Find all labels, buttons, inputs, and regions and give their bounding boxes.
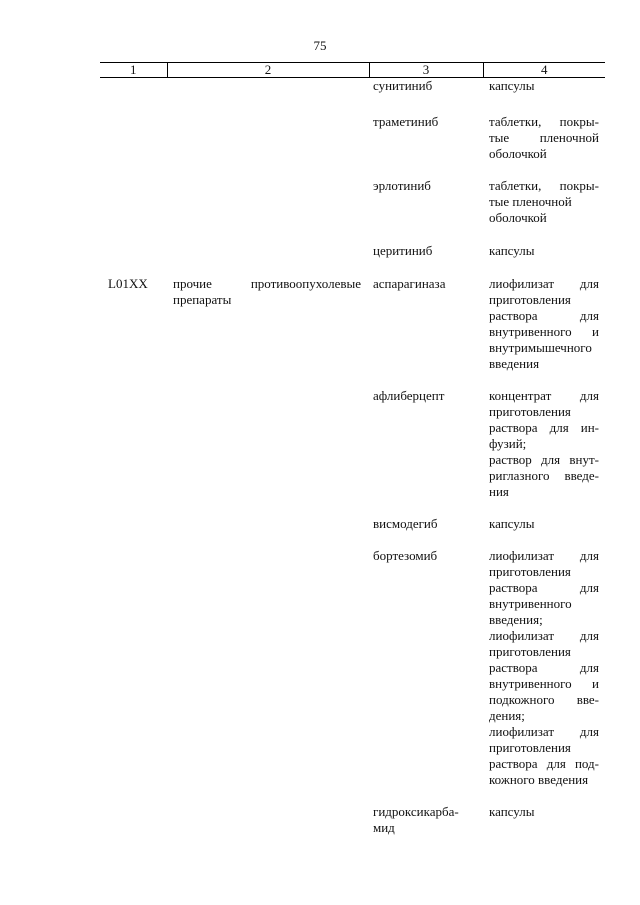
drug-name-cell [369,516,483,532]
dosage-form-line: тые пленочной [489,194,572,209]
drug-name-cell [369,276,483,372]
dosage-form-cell [483,388,605,500]
atc-group-cell [167,388,369,500]
column-header-2: 2 [167,63,369,78]
dosage-form-line: приготовления [489,292,571,307]
atc-group-cell [167,78,369,95]
atc-code-cell [100,78,167,95]
drug-name-line: эрлотиниб [373,178,431,193]
dosage-form-line: внутримышечного [489,340,592,355]
dosage-form-line: приготовления [489,740,571,755]
drug-name-cell [369,178,483,226]
dosage-form-line: ния [489,484,509,499]
dosage-form-line: внутривенного [489,596,572,611]
atc-group-cell [167,178,369,226]
dosage-form-line: раствора для [489,580,599,595]
dosage-form-line: раствора для [489,308,599,323]
dosage-form-line: введения [489,356,540,371]
dosage-form-line: подкожного вве- [489,692,599,707]
atc-group-cell: прочие противоопухолевые препараты [173,276,361,307]
drug-name-cell [369,78,483,95]
dosage-form-line: лиофилизат для [489,276,599,291]
dosage-form-line: введения; [489,612,543,627]
dosage-form-line: капсулы [489,78,535,93]
dosage-form-line: раствор для внут- [489,452,599,467]
atc-group-cell [167,804,369,836]
dosage-form-cell [483,78,605,95]
dosage-form-cell [483,516,605,532]
atc-group-cell [167,243,369,259]
table-row [100,114,605,162]
drug-name-line: аспарагиназа [373,276,446,291]
atc-code-cell [100,243,167,259]
drug-name-line: афлиберцепт [373,388,445,403]
row-spacer [100,372,605,388]
row-spacer [100,162,605,178]
dosage-form-line: таблетки, покры- [489,178,599,193]
drug-name-cell [369,804,483,836]
table-row [100,804,605,836]
dosage-form-line: лиофилизат для [489,724,599,739]
table-header-row [100,63,605,78]
dosage-form-cell [483,178,605,226]
dosage-form-line: капсулы [489,804,535,819]
table-row [100,548,605,788]
column-header-3: 3 [369,63,483,78]
drug-name-line: бортезомиб [373,548,438,563]
row-spacer [100,94,605,114]
table-row [100,243,605,259]
dosage-form-line: оболочкой [489,210,547,225]
dosage-form-cell [483,243,605,259]
drug-name-line: сунитиниб [373,78,433,93]
drug-name-line: мид [373,820,395,835]
dosage-form-line: внутривенного и [489,324,599,339]
dosage-form-cell [483,276,605,372]
table-row [100,276,605,372]
dosage-form-line: таблетки, покры- [489,114,599,129]
table-row [100,388,605,500]
dosage-form-line: концентрат для [489,388,599,403]
dosage-form-line: оболочкой [489,146,547,161]
atc-code-cell [100,178,167,226]
atc-code-cell [100,804,167,836]
dosage-form-cell [483,114,605,162]
dosage-form-line: раствора для под- [489,756,599,771]
dosage-form-line: внутривенного и [489,676,599,691]
atc-code-cell [100,388,167,500]
dosage-form-line: риглазного введе- [489,468,599,483]
column-header-1: 1 [100,63,167,78]
dosage-form-line: лиофилизат для [489,548,599,563]
drug-table [100,62,605,836]
atc-code-cell [100,548,167,788]
dosage-form-line: раствора для ин- [489,420,599,435]
row-spacer [100,788,605,804]
drug-name-cell [369,243,483,259]
dosage-form-cell [483,548,605,788]
atc-code-cell [100,516,167,532]
atc-group-cell [167,548,369,788]
atc-group-cell [167,516,369,532]
dosage-form-line: фузий; [489,436,527,451]
column-header-4: 4 [483,63,605,78]
row-spacer [100,259,605,276]
dosage-form-line: дения; [489,708,525,723]
atc-code-cell: L01XX [108,276,148,291]
dosage-form-line: кожного введения [489,772,589,787]
drug-name-line: висмодегиб [373,516,438,531]
table-row [100,516,605,532]
dosage-form-line: приготовления [489,564,571,579]
atc-group-cell [167,114,369,162]
dosage-form-line: приготовления [489,644,571,659]
table-row [100,178,605,226]
dosage-form-cell [483,804,605,836]
drug-name-line: гидроксикарба- [373,804,459,819]
drug-name-cell [369,388,483,500]
drug-name-cell [369,548,483,788]
atc-code-cell [100,114,167,162]
dosage-form-line: лиофилизат для [489,628,599,643]
row-spacer [100,532,605,548]
drug-name-line: церитиниб [373,243,433,258]
dosage-form-line: капсулы [489,516,535,531]
dosage-form-line: тые пленочной [489,130,599,145]
dosage-form-line: раствора для [489,660,599,675]
dosage-form-line: приготовления [489,404,571,419]
table-row [100,78,605,95]
row-spacer [100,500,605,516]
dosage-form-line: капсулы [489,243,535,258]
row-spacer [100,226,605,243]
drug-name-cell [369,114,483,162]
page-number: 75 [313,38,327,53]
drug-name-line: траметиниб [373,114,439,129]
